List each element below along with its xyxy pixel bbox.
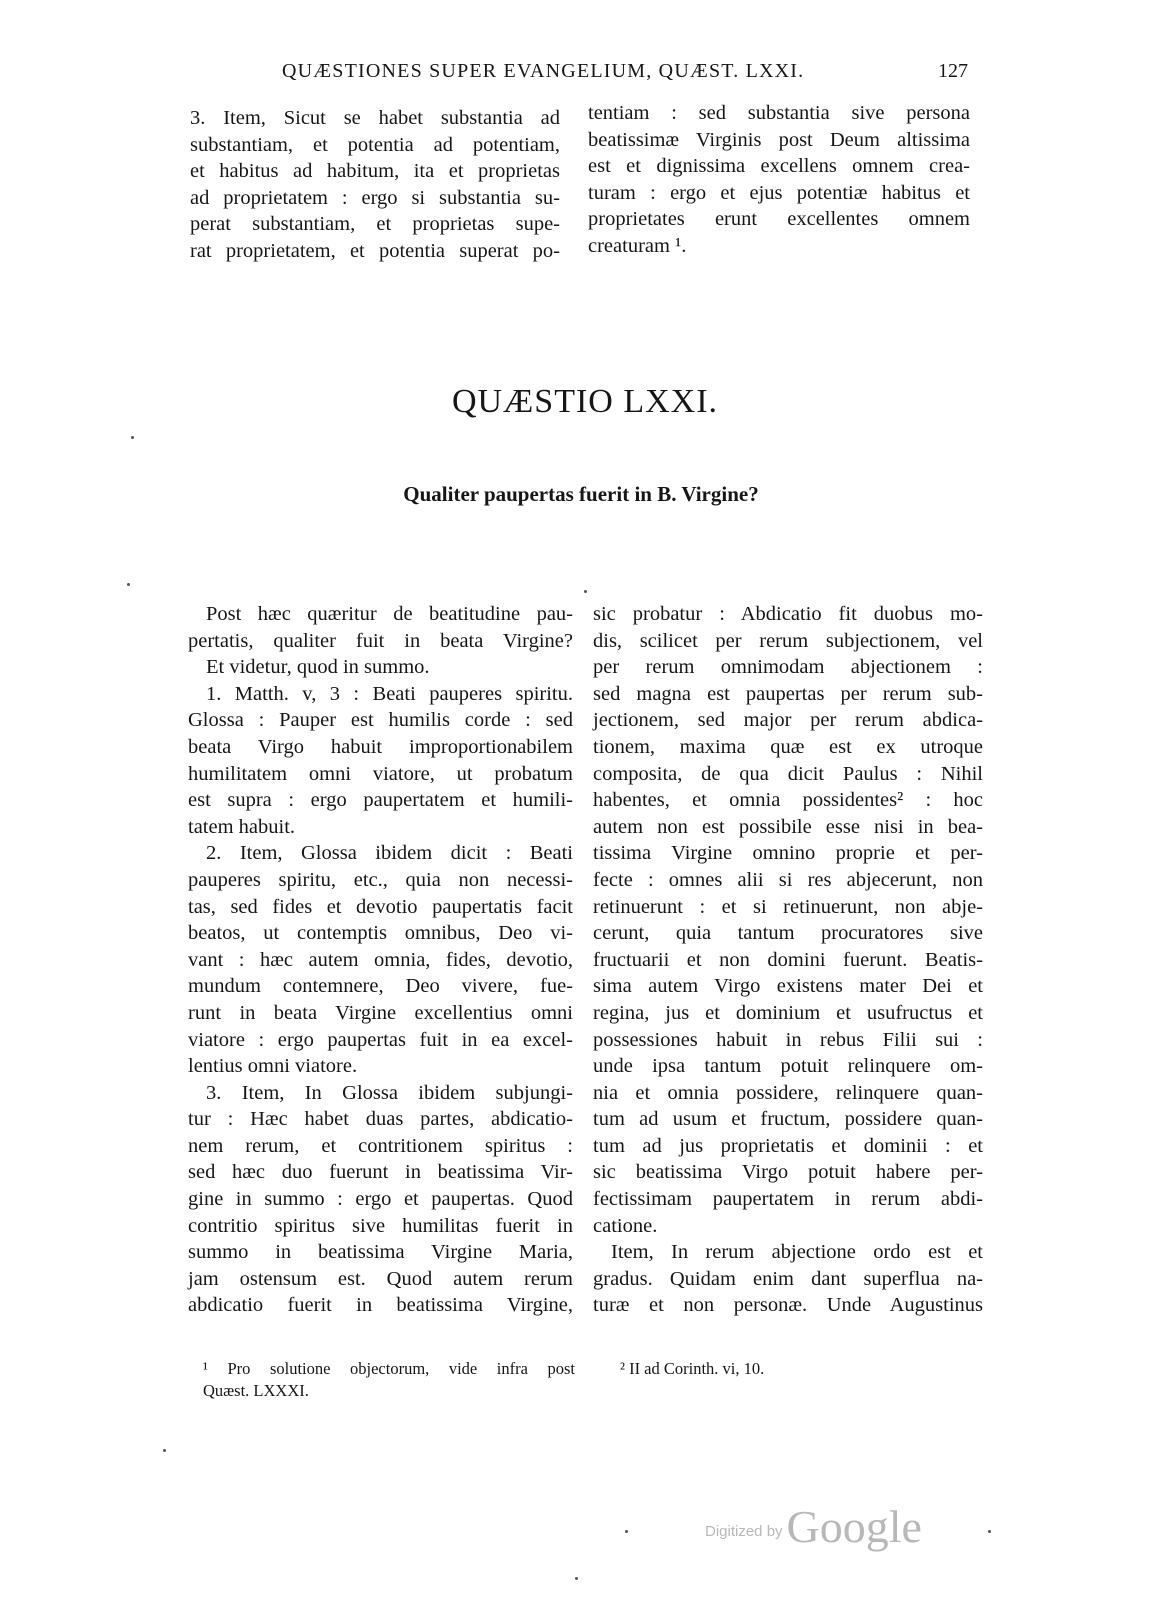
text-line: beatissimæ Virginis post Deum altissima bbox=[588, 128, 970, 151]
text-line: est et dignissima excellens omnem crea- bbox=[588, 155, 970, 178]
text-line: ad proprietatem : ergo si substantia su- bbox=[190, 186, 560, 209]
scan-speck bbox=[131, 436, 134, 439]
running-head: QUÆSTIONES SUPER EVANGELIUM, QUÆST. LXXI. bbox=[282, 60, 805, 82]
text-line: sima autem Virgo existens mater Dei et bbox=[593, 975, 983, 998]
text-line: beata Virgo habuit improportionabilem bbox=[188, 735, 573, 758]
text-line: 1. Matth. v, 3 : Beati pauperes spiritu. bbox=[206, 682, 573, 705]
scan-speck bbox=[988, 1530, 991, 1533]
text-line: Et videtur, quod in summo. bbox=[206, 656, 430, 679]
text-line: tatem habuit. bbox=[188, 815, 296, 838]
text-line: 3. Item, In Glossa ibidem subjungi- bbox=[206, 1081, 573, 1104]
text-line: runt in beata Virgine excellentius omni bbox=[188, 1001, 573, 1024]
text-line: dis, scilicet per rerum subjectionem, vel bbox=[593, 629, 983, 652]
text-line: tum ad usum et fructum, possidere quan- bbox=[593, 1108, 983, 1131]
text-line: tas, sed fides et devotio paupertatis facit bbox=[188, 895, 573, 918]
text-line: Glossa : Pauper est humilis corde : sed bbox=[188, 709, 573, 732]
footnote-1 bbox=[203, 1358, 575, 1402]
text-line: Post hæc quæritur de beatitudine pau- bbox=[206, 603, 573, 625]
scan-speck bbox=[625, 1530, 628, 1533]
text-line: sic beatissima Virgo potuit habere per- bbox=[593, 1161, 983, 1184]
main-left-column bbox=[188, 601, 573, 1319]
google-logo: Google bbox=[786, 1501, 922, 1552]
text-line: jectionem, sed major per rerum abdica- bbox=[593, 709, 983, 732]
text-line: catione. bbox=[593, 1214, 658, 1237]
text-line: fectissimam paupertatem in rerum abdi- bbox=[593, 1188, 983, 1211]
text-line: nem rerum, et contritionem spiritus : bbox=[188, 1134, 573, 1157]
text-line: humilitatem omni viatore, ut probatum bbox=[188, 762, 573, 785]
text-line: tentiam : sed substantia sive persona bbox=[588, 102, 970, 124]
text-line: abdicatio fuerit in beatissima Virgine, bbox=[188, 1294, 573, 1317]
text-line: est supra : ergo paupertatem et humili- bbox=[188, 789, 573, 812]
text-line: gradus. Quidam enim dant superflua na- bbox=[593, 1267, 983, 1290]
main-right-column bbox=[593, 601, 983, 1319]
text-line: viatore : ergo paupertas fuit in ea excel- bbox=[188, 1028, 573, 1051]
footnote-line: ¹ Pro solutione objectorum, vide infra post bbox=[203, 1359, 575, 1378]
text-line: nia et omnia possidere, relinquere quan- bbox=[593, 1081, 983, 1104]
text-line: possessiones habuit in rebus Filii sui : bbox=[593, 1028, 983, 1051]
text-line: lentius omni viatore. bbox=[188, 1055, 358, 1078]
text-line: mundum contemnere, Deo vivere, fue- bbox=[188, 975, 573, 998]
text-line: et habitus ad habitum, ita et proprietas bbox=[190, 160, 560, 183]
text-line: tum ad jus proprietatis et dominii : et bbox=[593, 1134, 983, 1157]
text-line: rat proprietatem, et potentia superat po- bbox=[190, 239, 560, 262]
top-left-column bbox=[190, 105, 560, 265]
text-line: composita, de qua dicit Paulus : Nihil bbox=[593, 762, 983, 785]
text-line: 2. Item, Glossa ibidem dicit : Beati bbox=[206, 842, 573, 865]
text-line: gine in summo : ergo et paupertas. Quod bbox=[188, 1188, 573, 1211]
text-line: cerunt, quia tantum procuratores sive bbox=[593, 922, 983, 945]
text-line: autem non est possibile esse nisi in bea- bbox=[593, 815, 983, 838]
text-line: pauperes spiritu, etc., quia non necessi- bbox=[188, 868, 573, 891]
scan-speck bbox=[127, 583, 130, 586]
text-line: tur : Hæc habet duas partes, abdicatio- bbox=[188, 1108, 573, 1131]
text-line: habentes, et omnia possidentes² : hoc bbox=[593, 789, 983, 812]
question-title: QUÆSTIO LXXI. bbox=[451, 383, 719, 420]
text-line: Item, In rerum abjectione ordo est et bbox=[611, 1241, 983, 1264]
text-line: fecte : omnes alii si res abjecerunt, non bbox=[593, 868, 983, 891]
text-line: proprietates erunt excellentes omnem bbox=[588, 208, 970, 231]
top-right-column bbox=[588, 100, 970, 260]
text-line: 3. Item, Sicut se habet substantia ad bbox=[190, 107, 560, 129]
text-line: unde ipsa tantum potuit relinquere om- bbox=[593, 1055, 983, 1078]
text-line: sed hæc duo fuerunt in beatissima Vir- bbox=[188, 1161, 573, 1184]
text-line: creaturam ¹. bbox=[588, 234, 687, 257]
text-line: contritio spiritus sive humilitas fuerit in bbox=[188, 1214, 573, 1237]
text-line: summo in beatissima Virgine Maria, bbox=[188, 1241, 573, 1264]
digitized-watermark bbox=[705, 1500, 922, 1553]
text-line: fructuarii et non domini fuerunt. Beatis- bbox=[593, 948, 983, 971]
scan-speck bbox=[163, 1449, 166, 1452]
text-line: per rerum omnimodam abjectionem : bbox=[593, 656, 983, 679]
text-line: beatos, ut contemptis omnibus, Deo vi- bbox=[188, 922, 573, 945]
text-line: substantiam, et potentia ad potentiam, bbox=[190, 133, 560, 156]
text-line: sic probatur : Abdicatio fit duobus mo- bbox=[593, 603, 983, 625]
text-line: perat substantiam, et proprietas supe- bbox=[190, 213, 560, 236]
footnote-2: ² II ad Corinth. vi, 10. bbox=[620, 1359, 765, 1378]
page-number: 127 bbox=[938, 60, 968, 82]
question-subtitle: Qualiter paupertas fuerit in B. Virgine? bbox=[403, 482, 759, 506]
text-line: turam : ergo et ejus potentiæ habitus et bbox=[588, 181, 970, 204]
text-line: regina, jus et dominium et usufructus et bbox=[593, 1001, 983, 1024]
text-line: tionem, maxima quæ est ex utroque bbox=[593, 735, 983, 758]
text-line: tissima Virgine omnino proprie et per- bbox=[593, 842, 983, 865]
text-line: sed magna est paupertas per rerum sub- bbox=[593, 682, 983, 705]
scan-speck bbox=[584, 590, 587, 593]
watermark-prefix: Digitized by bbox=[705, 1523, 783, 1540]
text-line: pertatis, qualiter fuit in beata Virgine? bbox=[188, 629, 573, 652]
footnote-line: Quæst. LXXXI. bbox=[203, 1381, 309, 1400]
text-line: retinuerunt : et si retinuerunt, non abje- bbox=[593, 895, 983, 918]
text-line: vant : hæc autem omnia, fides, devotio, bbox=[188, 948, 573, 971]
text-line: jam ostensum est. Quod autem rerum bbox=[188, 1267, 573, 1290]
text-line: turæ et non personæ. Unde Augustinus bbox=[593, 1294, 983, 1317]
scan-speck bbox=[575, 1577, 578, 1580]
